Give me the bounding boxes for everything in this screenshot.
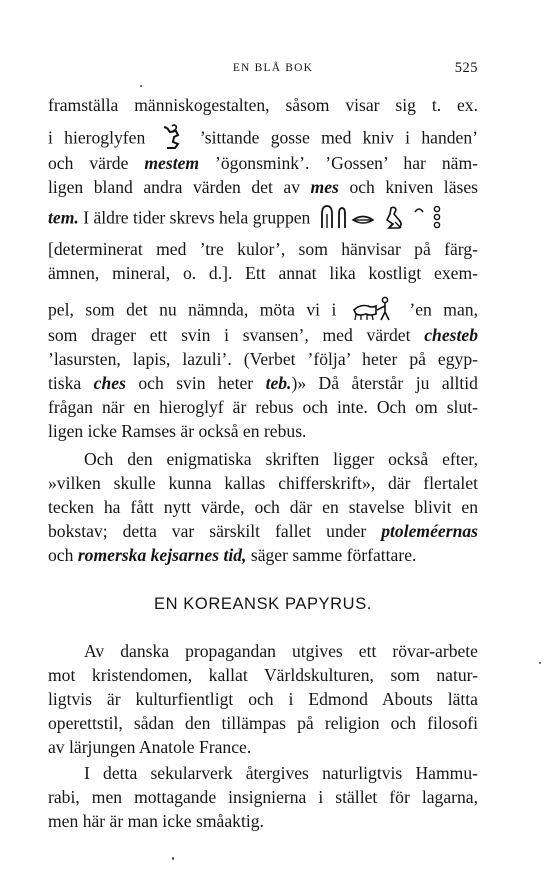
p2-line-2: »vilken skulle kunna kallas chifferskrift», där flertalet bbox=[48, 473, 478, 493]
p1-line-9: som drager ett svin i svansen’, med värdet chesteb bbox=[48, 325, 478, 345]
p1-line-2: i hieroglyfen ’sittande gosse med kniv i handen’ bbox=[48, 124, 478, 146]
p1-line-7: ämnen, mineral, o. d.]. Ett annat lika kostligt exem- bbox=[48, 263, 478, 283]
p3-line-4: operettstil, sådan den tillämpas på religion och filosofi bbox=[48, 713, 478, 733]
p1-line-4: ligen bland andra värden det av mes och kniven läses bbox=[48, 177, 478, 197]
section-heading: EN KOREANSK PAPYRUS. bbox=[153, 595, 372, 613]
p4-line-1: I detta sekularverk återgives naturligtvis Hammu- bbox=[84, 763, 478, 783]
p3-line-3: ligtvis är kulturfientligt och i Edmond Abouts lätta bbox=[48, 689, 478, 709]
p2-line-1: Och den enigmatiska skriften ligger också efter, bbox=[84, 449, 478, 469]
p1-line-11: tiska ches och svin heter teb.)» Då återstår ju alltid bbox=[48, 373, 478, 393]
p1-line-5: tem. I äldre tider skrevs hela gruppen bbox=[48, 204, 478, 226]
running-title: EN BLÅ BOK bbox=[232, 62, 314, 74]
scan-speck bbox=[172, 857, 174, 860]
p1-line-6: [determinerat med ’tre kulor’, som hänvisar på färg- bbox=[48, 239, 478, 259]
p2-line-4: bokstav; detta var särskilt fallet under ptoleméernas bbox=[48, 521, 478, 541]
scan-speck bbox=[140, 85, 142, 87]
p1-line-10: ’lasursten, lapis, lazuli’. (Verbet ’följa’ heter på egyp- bbox=[48, 349, 478, 369]
running-head bbox=[48, 62, 478, 80]
scan-speck bbox=[539, 662, 541, 664]
man-dragging-pig-hieroglyph-icon bbox=[352, 296, 394, 327]
p4-line-3: men här är man icke småaktig. bbox=[48, 811, 264, 831]
p3-line-5: av lärjungen Anatole France. bbox=[48, 737, 252, 757]
p3-line-1: Av danska propagandan utgives ett rövar-arbete bbox=[84, 641, 478, 661]
p4-line-2: rabi, men mottagande insignierna i stället för lagarna, bbox=[48, 787, 478, 807]
p2-line-5: och romerska kejsarnes tid, säger samme författare. bbox=[48, 545, 417, 565]
page-number: 525 bbox=[454, 60, 478, 76]
hieroglyph-group-icon bbox=[319, 204, 451, 235]
p1-line-1: framställa människogestalten, såsom visar sig t. ex. bbox=[48, 95, 478, 115]
p1-line-13: ligen icke Ramses är också en rebus. bbox=[48, 421, 307, 441]
p3-line-2: mot kristendomen, kallat Världskulturen, som natur- bbox=[48, 665, 478, 685]
p1-line-12: frågan när en hieroglyf är rebus och inte. Och om slut- bbox=[48, 397, 478, 417]
seated-boy-with-knife-hieroglyph-icon bbox=[163, 124, 183, 155]
p2-line-3: tecken ha fått nytt värde, och där en stavelse blivit en bbox=[48, 497, 478, 517]
p1-line-8: pel, som det nu nämnda, möta vi i ’en man, bbox=[48, 296, 478, 318]
p1-line-3: och värde mestem ’ögonsmink’. ’Gossen’ har näm- bbox=[48, 153, 478, 173]
